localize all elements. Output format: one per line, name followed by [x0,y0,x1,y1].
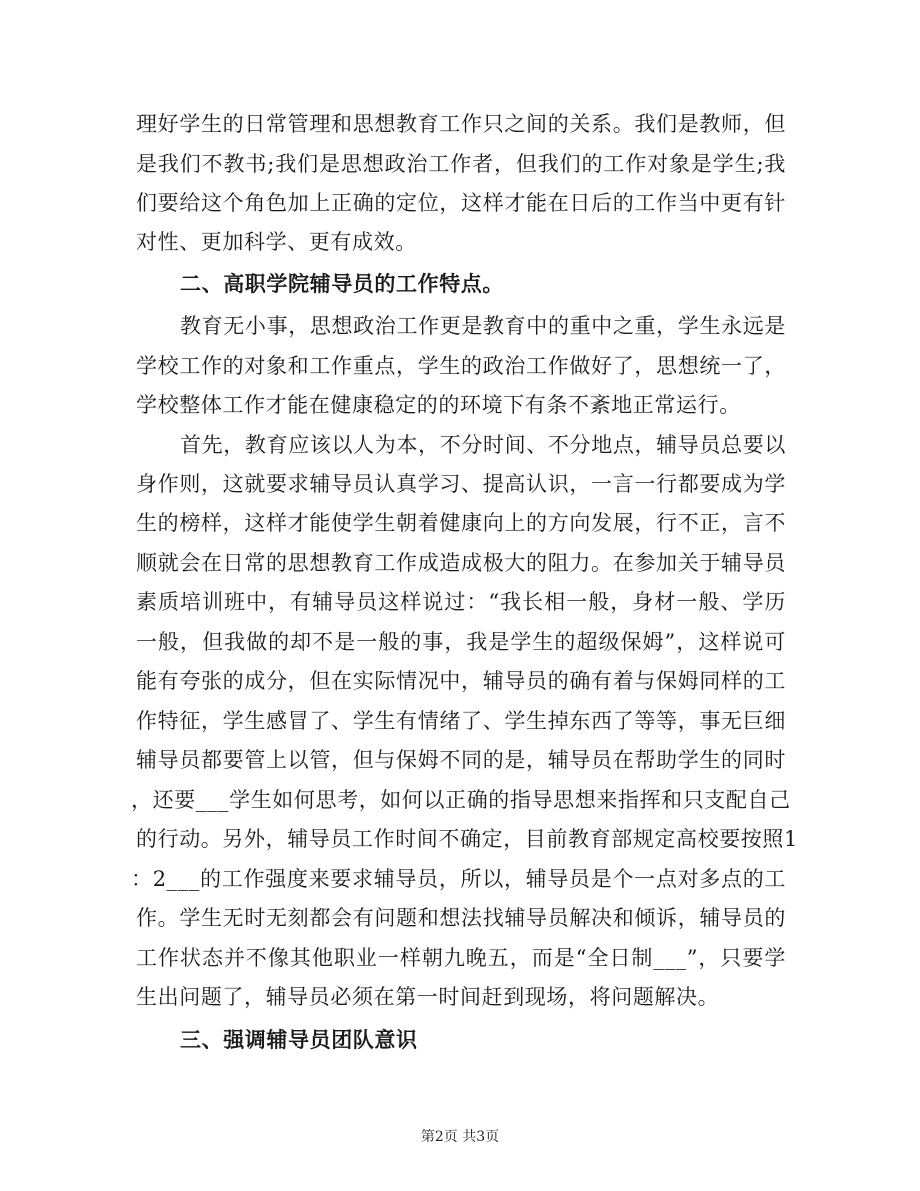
body-text-line: 身作则，这就要求辅导员认真学习、提高认识，一言一行都要成为学 [136,472,786,496]
body-text-line: 素质培训班中，有辅导员这样说过：“我长相一般，身材一般、学历 [136,590,786,614]
body-text-line: 一般，但我做的却不是一般的事，我是学生的超级保姆”，这样说可 [136,630,786,654]
body-text-line: 首先，教育应该以人为本，不分时间、不分地点，辅导员总要以 [180,433,786,457]
body-text-line: 作特征，学生感冒了、学生有情绪了、学生掉东西了等等，事无巨细 [136,709,786,733]
body-text-line: ：2___的工作强度来要求辅导员，所以，辅导员是个一点对多点的工 [131,867,786,891]
body-text-line: 能有夸张的成分，但在实际情况中，辅导员的确有着与保姆同样的工 [136,669,786,693]
body-text-line: 的行动。另外，辅导员工作时间不确定，目前教育部规定高校要按照1 [136,827,798,851]
body-text-line: 对性、更加科学、更有成效。 [136,230,417,254]
body-text-line: 们要给这个角色加上正确的定位，这样才能在日后的工作当中更有针 [136,191,786,215]
section-heading: 三、强调辅导员团队意识 [180,1028,418,1052]
body-text-line: 生的榜样，这样才能使学生朝着健康向上的方向发展，行不正，言不 [136,511,786,535]
body-text-line: 学校整体工作才能在健康稳定的的环境下有条不紊地正常运行。 [136,393,741,417]
body-text-line: 学校工作的对象和工作重点，学生的政治工作做好了，思想统一了， [136,354,786,378]
body-text-line: 是我们不教书;我们是思想政治工作者，但我们的工作对象是学生;我 [136,152,786,176]
section-heading: 二、高职学院辅导员的工作特点。 [180,272,504,296]
body-text-line: 作。学生无时无刻都会有问题和想法找辅导员解决和倾诉，辅导员的 [136,906,786,930]
body-text-line: 生出问题了，辅导员必须在第一时间赶到现场，将问题解决。 [136,985,720,1009]
body-text-line: 工作状态并不像其他职业一样朝九晚五，而是“全日制___”，只要学 [136,946,786,970]
body-text-line: 教育无小事，思想政治工作更是教育中的重中之重，学生永远是 [180,314,786,338]
body-text-line: 辅导员都要管上以管，但与保姆不同的是，辅导员在帮助学生的同时 [136,748,786,772]
page-number-footer: 第2页 共3页 [420,1129,500,1145]
body-text-line: 理好学生的日常管理和思想教育工作只之间的关系。我们是教师，但 [136,112,786,136]
body-text-line: ，还要___学生如何思考，如何以正确的指导思想来指挥和只支配自己 [131,788,791,812]
body-text-line: 顺就会在日常的思想教育工作成造成极大的阻力。在参加关于辅导员 [136,551,786,575]
